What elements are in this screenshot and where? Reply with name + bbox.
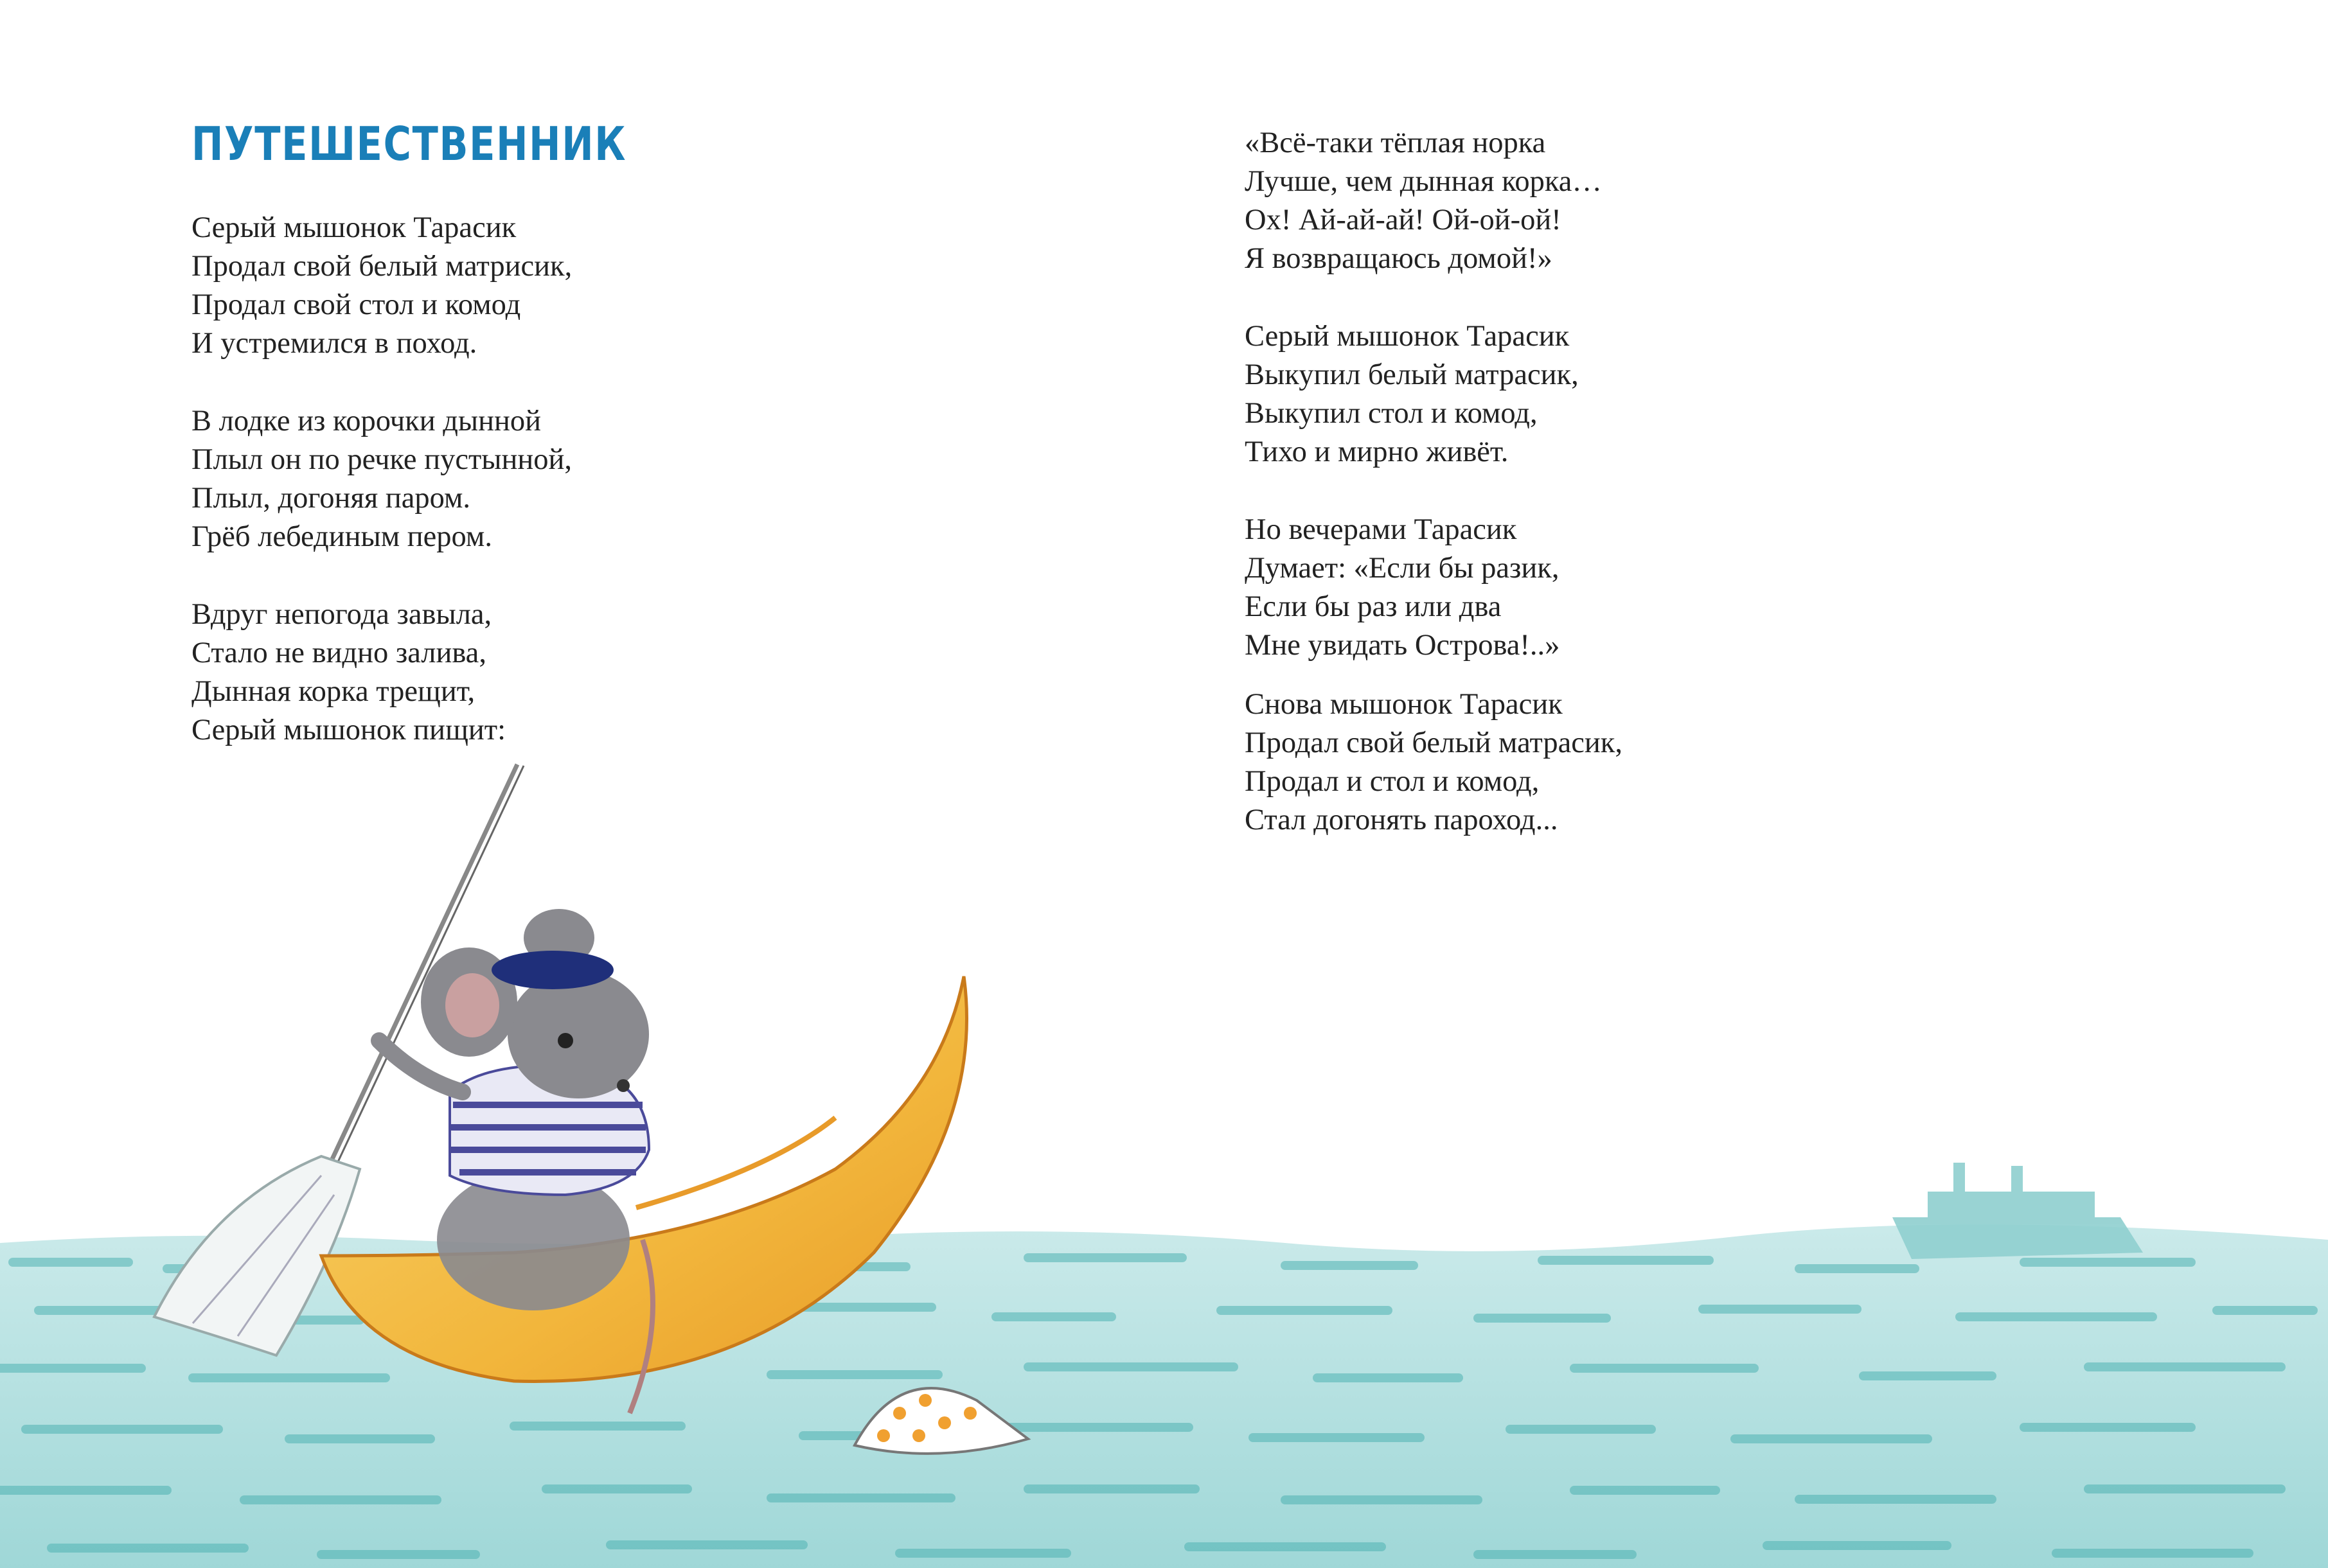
poem-line: Я возвращаюсь домой!» bbox=[1245, 242, 1552, 275]
poem-line: Грёб лебединым пером. bbox=[191, 520, 492, 553]
poem-line: Стало не видно залива, bbox=[191, 637, 486, 669]
poem-line: Плыл он по речке пустынной, bbox=[191, 443, 573, 476]
poem-line: Продал и стол и комод, bbox=[1245, 765, 1540, 798]
poem-line: В лодке из корочки дынной bbox=[191, 405, 542, 437]
poem-line: Мне увидать Острова!..» bbox=[1245, 629, 1560, 662]
poem-line: Тихо и мирно живёт. bbox=[1245, 436, 1509, 468]
poem-line: Ох! Ай-ай-ай! Ой-ой-ой! bbox=[1245, 204, 1561, 236]
poem-line: Стал догонять пароход... bbox=[1245, 804, 1558, 836]
poem-line: Продал свой стол и комод bbox=[191, 288, 521, 321]
poem-line: Серый мышонок пищит: bbox=[191, 714, 506, 746]
poem-line: Продал свой белый матрисик, bbox=[191, 250, 573, 283]
poem-line: Плыл, догоняя паром. bbox=[191, 482, 471, 515]
poem-line: Выкупил стол и комод, bbox=[1245, 397, 1538, 430]
poem-line: Думает: «Если бы разик, bbox=[1245, 552, 1559, 585]
poem-line: И устремился в поход. bbox=[191, 327, 477, 360]
poem-line: Серый мышонок Тарасик bbox=[1245, 320, 1570, 353]
stanza bbox=[1245, 511, 1622, 665]
stanza bbox=[191, 209, 572, 363]
stanza bbox=[191, 402, 572, 556]
poem-line: Продал свой белый матрасик, bbox=[1245, 727, 1623, 759]
distant-ship bbox=[1892, 1163, 2143, 1259]
stanza bbox=[1245, 685, 1622, 840]
poem-right-column bbox=[1245, 124, 1622, 879]
poem-line: «Всё-таки тёплая норка bbox=[1245, 127, 1546, 159]
poem-line: Но вечерами Тарасик bbox=[1245, 513, 1517, 546]
poem-line: Лучше, чем дынная корка… bbox=[1245, 165, 1602, 198]
stanza bbox=[1245, 124, 1622, 278]
poem-line: Снова мышонок Тарасик bbox=[1245, 688, 1563, 721]
poem-line: Вдруг непогода завыла, bbox=[191, 598, 492, 631]
poem-line: Выкупил белый матрасик, bbox=[1245, 358, 1579, 391]
poem-line: Серый мышонок Тарасик bbox=[191, 211, 517, 244]
poem-line: Дынная корка трещит, bbox=[191, 675, 475, 708]
poem-left-column bbox=[191, 209, 572, 789]
stanza bbox=[1245, 317, 1622, 471]
poem-line: Если бы раз или два bbox=[1245, 590, 1502, 623]
stanza bbox=[191, 595, 572, 750]
poem-title: ПУТЕШЕСТВЕННИК bbox=[191, 117, 627, 171]
